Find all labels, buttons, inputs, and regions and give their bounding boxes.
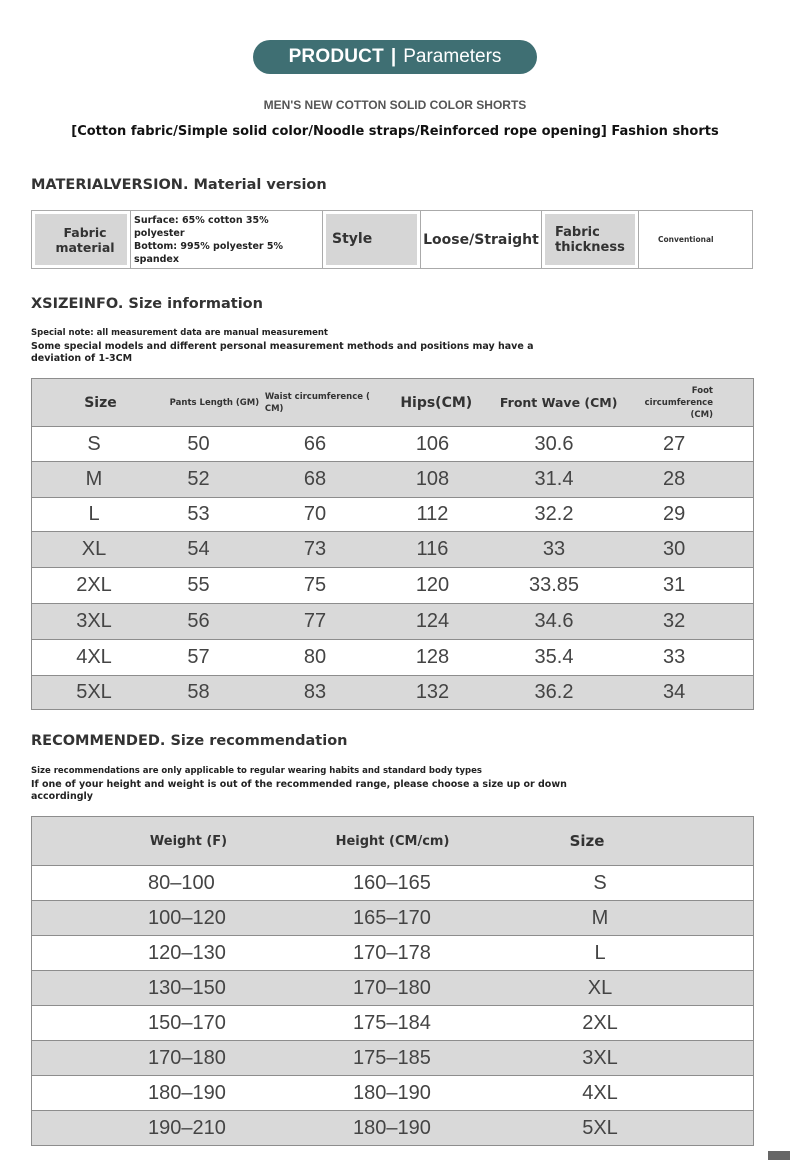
corner-block — [768, 1151, 790, 1160]
style-label-cell — [323, 211, 421, 268]
table-cell: 120–130 — [148, 941, 226, 964]
table-cell: 4XL — [76, 646, 112, 668]
table-row — [32, 1005, 753, 1040]
thickness-value-cell — [639, 211, 752, 268]
thickness-value: Conventional — [658, 235, 714, 244]
table-cell: 190–210 — [148, 1116, 226, 1139]
recommend-note-2: If one of your height and weight is out of the recommended range, please choose a size up or down accordingly — [31, 779, 567, 802]
fabric-value-line1: Surface: 65% cotton 35% polyester — [134, 214, 269, 239]
thickness-label-cell — [542, 211, 639, 268]
foot-header: Foot circumference (CM) — [644, 385, 713, 420]
table-cell: 5XL — [76, 681, 112, 703]
table-row — [32, 639, 753, 675]
table-cell: 31 — [663, 574, 686, 596]
table-cell: 108 — [415, 468, 450, 490]
table-cell: 5XL — [582, 1116, 618, 1139]
table-cell: 32 — [663, 610, 686, 632]
recommend-table — [31, 816, 754, 1146]
table-cell: 70 — [303, 503, 327, 525]
recommend-note-1: Size recommendations are only applicable to regular wearing habits and standard body types — [31, 766, 482, 776]
size-info-note-2: Some special models and different personal measurement methods and positions may have a deviation of 1-3CM — [31, 341, 534, 364]
table-cell: S — [593, 871, 607, 894]
table-cell: 33 — [542, 538, 566, 560]
table-row — [32, 970, 753, 1005]
table-cell: 132 — [415, 681, 450, 703]
size-info-table — [31, 378, 754, 710]
table-row — [32, 461, 753, 497]
style-value-cell — [421, 211, 542, 268]
size-table-header-row — [32, 379, 753, 426]
table-cell: XL — [81, 538, 107, 560]
table-cell: 30.6 — [534, 432, 574, 455]
table-cell: 100–120 — [148, 906, 226, 929]
table-cell: 75 — [303, 574, 327, 596]
table-row — [32, 865, 753, 900]
table-cell: 34 — [663, 681, 686, 703]
size-header: Size — [569, 832, 605, 850]
table-cell: 80–100 — [148, 871, 215, 894]
table-cell: 73 — [303, 538, 327, 560]
fabric-material-label-line1: Fabric — [63, 224, 107, 240]
table-cell: 165–170 — [353, 906, 431, 929]
table-cell: 83 — [303, 681, 327, 703]
table-cell: 54 — [187, 538, 210, 560]
table-row — [32, 1040, 753, 1075]
banner-separator: | — [390, 46, 397, 67]
table-cell: 29 — [663, 503, 686, 525]
table-cell: 116 — [416, 538, 449, 560]
table-cell: 2XL — [582, 1011, 618, 1034]
fabric-value-line2: Bottom: 995% polyester 5% — [134, 240, 284, 252]
waist-header: Waist circumference ( CM) — [264, 391, 370, 414]
table-cell: 150–170 — [148, 1011, 226, 1034]
table-cell: S — [87, 432, 101, 455]
fabric-material-label-line2: material — [55, 239, 115, 255]
material-table — [31, 210, 753, 269]
style-label: Style — [332, 231, 373, 247]
table-cell: 57 — [187, 646, 210, 668]
table-row — [32, 567, 753, 603]
table-cell: 180–190 — [353, 1116, 431, 1139]
banner-bold-text: PRODUCT — [288, 46, 384, 67]
size-info-note-1: Special note: all measurement data are manual measurement — [31, 328, 328, 338]
table-row — [32, 900, 753, 935]
table-cell: 2XL — [76, 574, 112, 596]
recommend-header-row — [32, 817, 753, 865]
table-cell: 56 — [187, 610, 210, 632]
table-cell: 170–178 — [353, 941, 431, 964]
table-cell: 34.6 — [534, 610, 574, 632]
pants-length-header: Pants Length (GM) — [169, 397, 260, 408]
table-cell: 128 — [415, 646, 450, 668]
table-cell: 55 — [187, 574, 210, 596]
table-cell: 32.2 — [534, 503, 574, 525]
table-cell: 31.4 — [534, 468, 574, 490]
size-info-section-title: XSIZEINFO. Size information — [31, 296, 263, 312]
table-cell: 53 — [187, 503, 210, 525]
table-cell: 170–180 — [353, 976, 431, 999]
table-row — [32, 1075, 753, 1110]
table-cell: M — [85, 468, 103, 490]
table-cell: L — [594, 941, 606, 964]
table-cell: 50 — [187, 432, 210, 455]
banner-light-text: Parameters — [403, 46, 502, 67]
table-row — [32, 675, 753, 709]
table-cell: XL — [587, 976, 613, 999]
table-row — [32, 426, 753, 461]
table-cell: 180–190 — [148, 1081, 226, 1104]
product-subtitle: MEN'S NEW COTTON SOLID COLOR SHORTS — [263, 98, 527, 112]
table-row — [32, 935, 753, 970]
table-row — [32, 1110, 753, 1145]
table-cell: 33 — [663, 646, 686, 668]
fabric-material-label-cell — [32, 211, 131, 268]
table-cell: 28 — [663, 468, 686, 490]
table-cell: 160–165 — [353, 871, 431, 894]
weight-header: Weight (F) — [149, 833, 228, 849]
table-cell: 130–150 — [148, 976, 226, 999]
table-cell: 33.85 — [528, 574, 580, 596]
table-cell: 4XL — [582, 1081, 618, 1104]
table-cell: 180–190 — [353, 1081, 431, 1104]
thickness-label-line2: thickness — [555, 239, 625, 255]
table-cell: 52 — [187, 468, 210, 490]
product-parameters-banner — [253, 40, 537, 74]
table-cell: 27 — [663, 432, 686, 455]
table-cell: 58 — [187, 681, 210, 703]
table-cell: 68 — [303, 468, 327, 490]
size-header: Size — [84, 394, 117, 411]
table-cell: 3XL — [582, 1046, 618, 1069]
style-value: Loose/Straight — [423, 231, 539, 248]
product-tagline: [Cotton fabric/Simple solid color/Noodle straps/Reinforced rope opening] Fashion shorts — [71, 124, 719, 139]
thickness-label-line1: Fabric — [555, 224, 600, 240]
table-cell: 170–180 — [148, 1046, 226, 1069]
fabric-value-line3: spandex — [134, 253, 179, 265]
table-cell: 66 — [303, 432, 327, 455]
table-cell: 35.4 — [534, 646, 574, 668]
table-cell: 77 — [303, 610, 327, 632]
table-cell: 175–184 — [353, 1011, 431, 1034]
table-row — [32, 531, 753, 567]
table-cell: 30 — [663, 538, 686, 560]
table-cell: 120 — [415, 574, 450, 596]
height-header: Height (CM/cm) — [335, 833, 450, 849]
recommend-section-title: RECOMMENDED. Size recommendation — [31, 733, 348, 749]
table-cell: M — [591, 906, 609, 929]
table-cell: 124 — [415, 610, 450, 632]
front-wave-header: Front Wave (CM) — [499, 395, 618, 410]
table-cell: L — [88, 503, 100, 525]
table-cell: 175–185 — [353, 1046, 431, 1069]
hips-header: Hips(CM) — [400, 394, 473, 411]
table-cell: 106 — [415, 432, 450, 455]
fabric-material-value-cell — [131, 211, 323, 268]
table-cell: 112 — [416, 503, 449, 525]
table-row — [32, 497, 753, 531]
table-cell: 36.2 — [534, 681, 574, 703]
table-cell: 80 — [303, 646, 327, 668]
material-section-title: MATERIALVERSION. Material version — [31, 177, 327, 193]
table-row — [32, 603, 753, 639]
table-cell: 3XL — [76, 610, 112, 632]
